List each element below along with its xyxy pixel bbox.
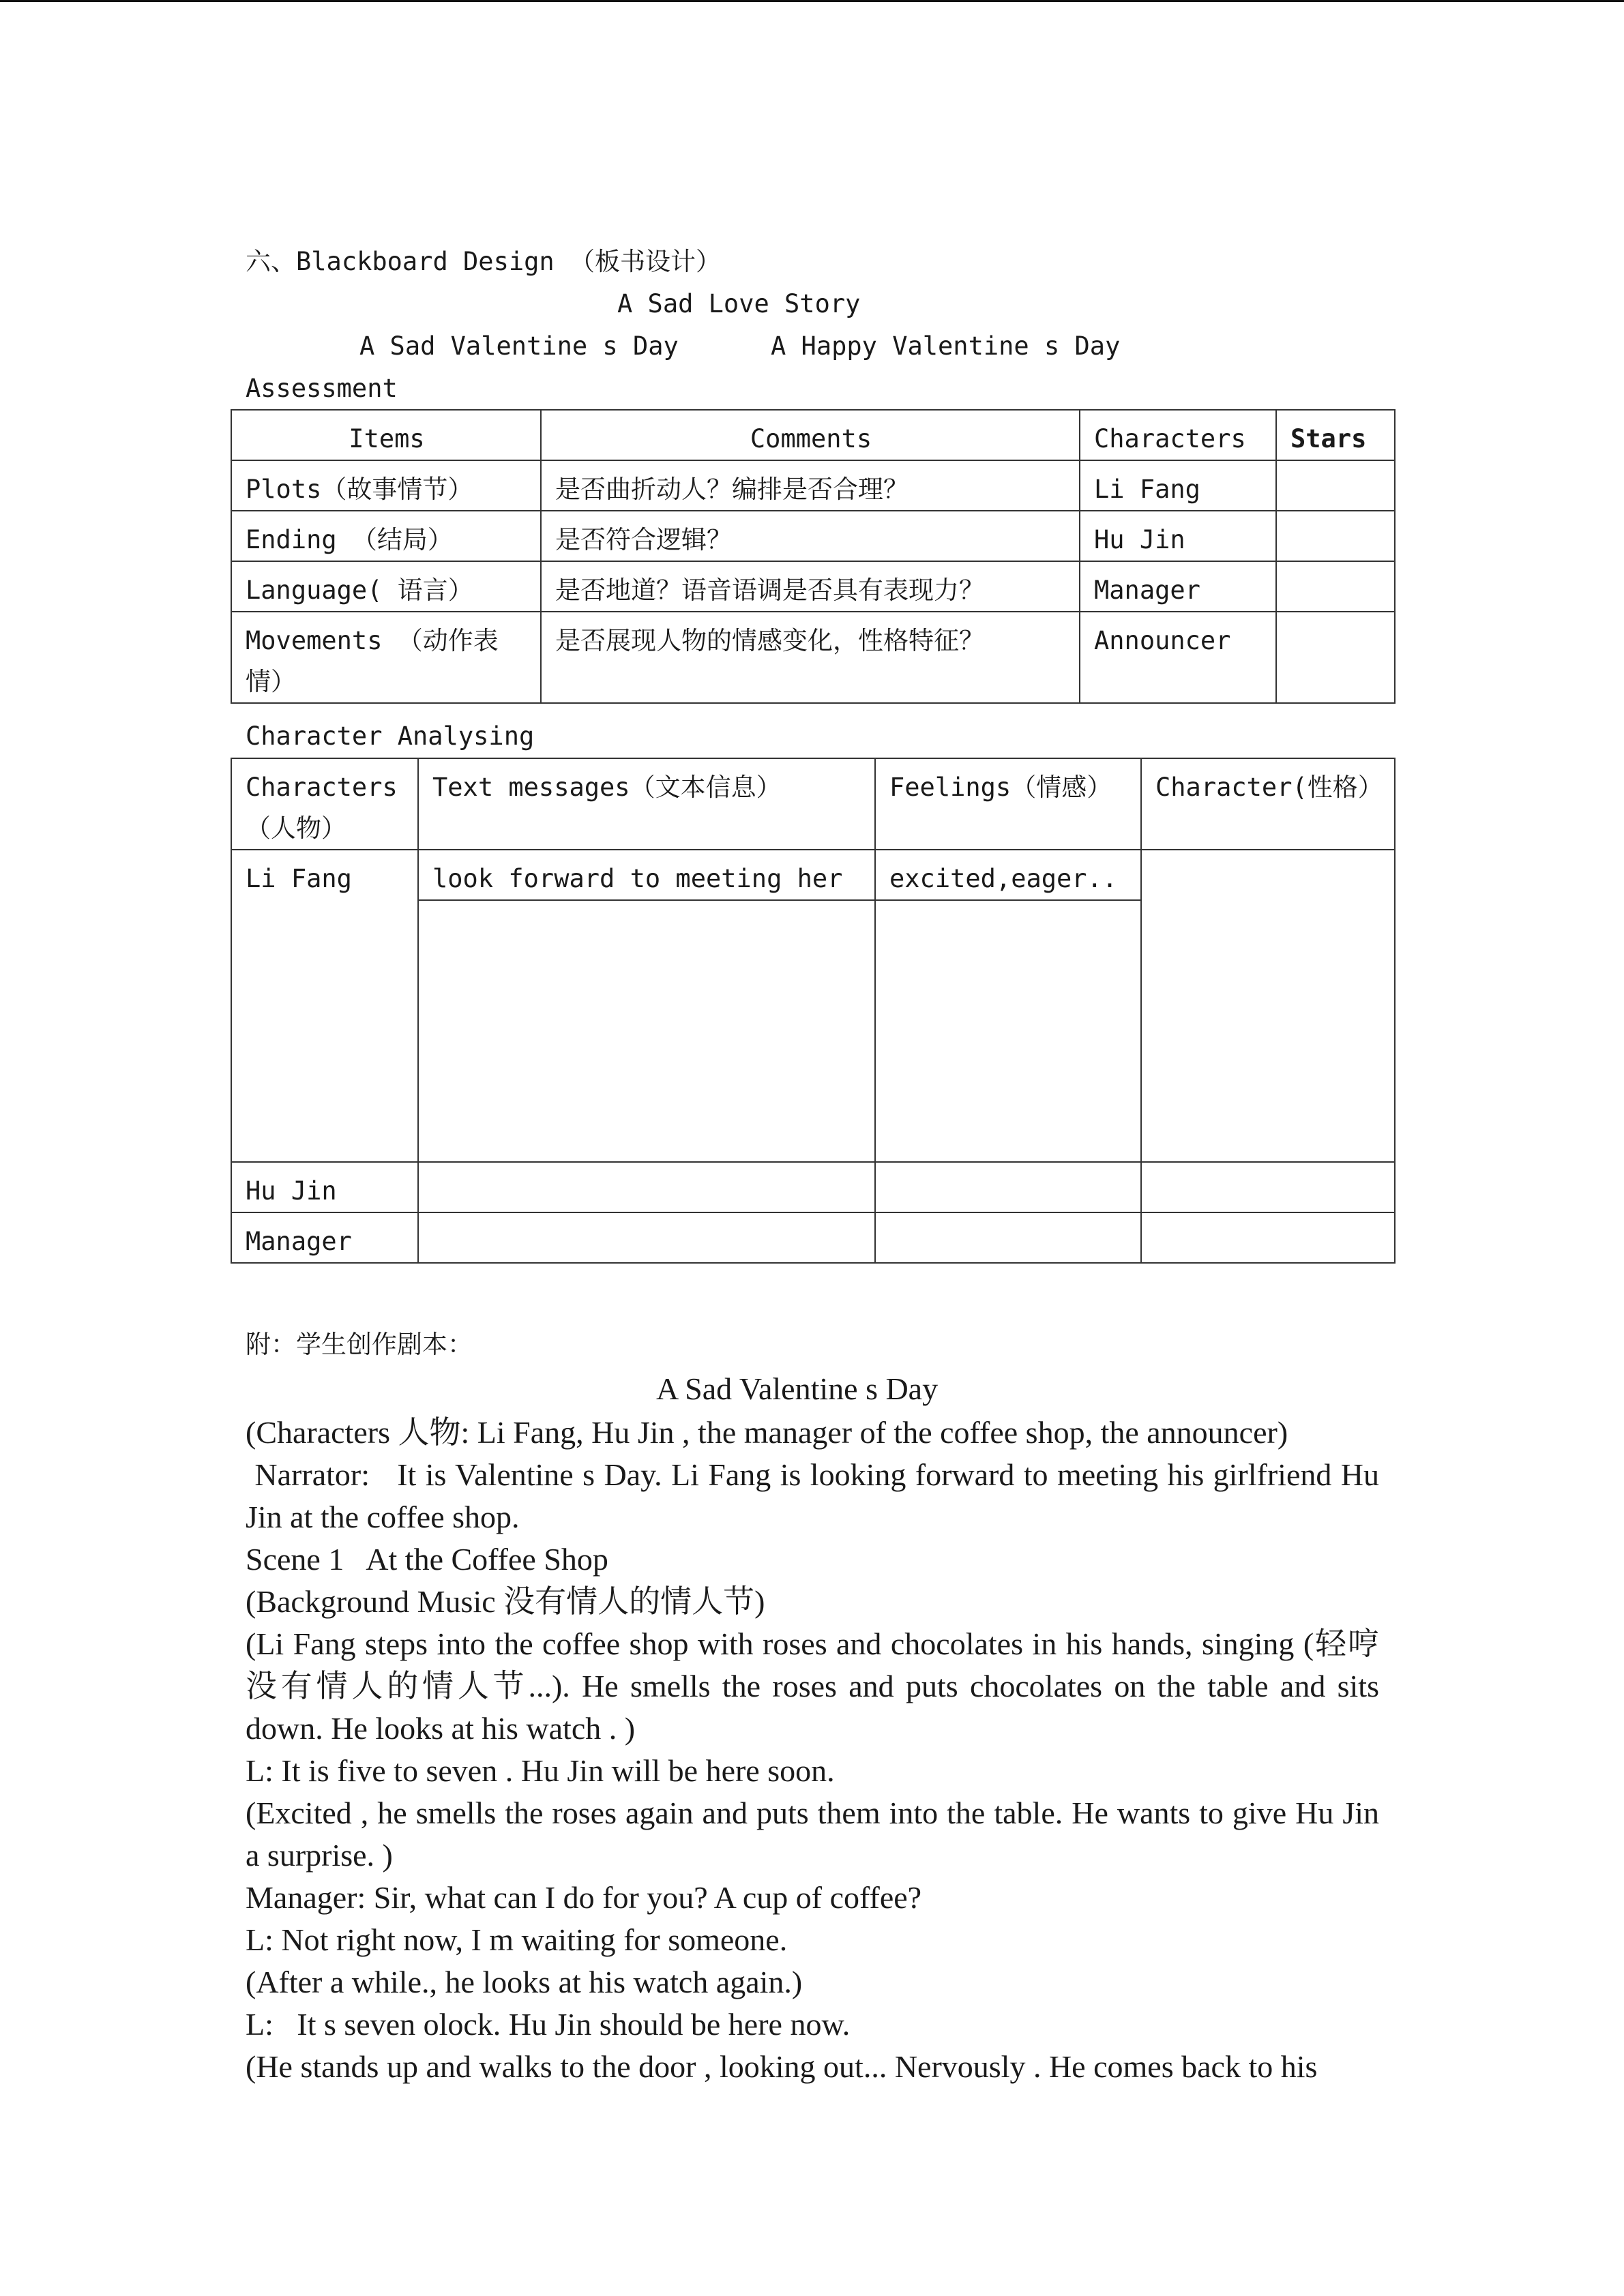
- script-line: L: Not right now, I m waiting for someone.: [246, 1922, 788, 1957]
- character-analysing-label: Character Analysing: [246, 721, 535, 751]
- character-trait: [1141, 1212, 1395, 1263]
- blackboard-left-item: A Sad Valentine s Day: [359, 331, 679, 361]
- assessment-comment: 是否曲折动人？编排是否合理？: [541, 460, 1080, 511]
- assessment-character: Hu Jin: [1080, 511, 1276, 561]
- appendix-label: 附：学生创作剧本：: [246, 1330, 473, 1359]
- assessment-row: [231, 561, 1395, 612]
- script-line: Manager: Sir, what can I do for you? A cup of coffee?: [246, 1880, 922, 1915]
- character-row: [231, 850, 1395, 900]
- assessment-label: Assessment: [246, 374, 398, 403]
- script-line: Scene 1 At the Coffee Shop: [246, 1542, 608, 1577]
- character-table: [231, 758, 1396, 1264]
- script-line: L: It is five to seven . Hu Jin will be here soon.: [246, 1753, 835, 1788]
- character-feelings: excited,eager..: [875, 850, 1141, 900]
- header-characters: Characters: [1080, 410, 1276, 460]
- character-name: Hu Jin: [231, 1162, 418, 1212]
- assessment-stars: [1276, 561, 1395, 612]
- character-trait: [1141, 1162, 1395, 1212]
- header-stars: Stars: [1276, 410, 1395, 460]
- character-feelings: [875, 1162, 1141, 1212]
- script-line: (He stands up and walks to the door , looking out... Nervously . He comes back to his: [246, 2049, 1318, 2084]
- character-trait: [1141, 850, 1395, 1162]
- assessment-item: Plots（故事情节）: [231, 460, 541, 511]
- character-text-blank: [418, 900, 875, 1162]
- assessment-stars: [1276, 460, 1395, 511]
- character-feelings: [875, 1212, 1141, 1263]
- script-title: A Sad Valentine s Day: [656, 1371, 939, 1406]
- assessment-comment: 是否地道？语音语调是否具有表现力？: [541, 561, 1080, 612]
- character-row: [231, 1162, 1395, 1212]
- assessment-comment: 是否符合逻辑？: [541, 511, 1080, 561]
- blackboard-right-item: A Happy Valentine s Day: [771, 331, 1121, 361]
- script-line: Narrator: It is Valentine s Day. Li Fang is looking forward to meeting his girlfriend Hu Jin at the coffee shop.: [246, 1457, 1387, 1534]
- character-header-row: [231, 758, 1395, 850]
- assessment-table: [231, 409, 1396, 704]
- character-name: Li Fang: [231, 850, 418, 1162]
- assessment-stars: [1276, 511, 1395, 561]
- assessment-stars: [1276, 612, 1395, 703]
- assessment-item: Movements （动作表情）: [231, 612, 541, 703]
- character-text: [418, 1162, 875, 1212]
- header-comments: Comments: [541, 410, 1080, 460]
- section-heading: 六、Blackboard Design （板书设计）: [246, 247, 721, 276]
- script-line: L: It s seven olock. Hu Jin should be here now.: [246, 2007, 851, 2042]
- character-name: Manager: [231, 1212, 418, 1263]
- assessment-comment: 是否展现人物的情感变化，性格特征？: [541, 612, 1080, 703]
- header-items: Items: [231, 410, 541, 460]
- assessment-row: [231, 460, 1395, 511]
- header-character-trait: Character(性格）: [1141, 758, 1395, 850]
- header-characters: Characters（人物）: [231, 758, 418, 850]
- script-line: (Li Fang steps into the coffee shop with roses and chocolates in his hands, singing (轻哼没有情人的情人节...). He smells the roses and puts chocolates on the table and sits down. He looks at his watch . ): [246, 1626, 1379, 1746]
- assessment-character: Manager: [1080, 561, 1276, 612]
- script-line: (Characters 人物: Li Fang, Hu Jin , the manager of the coffee shop, the announcer): [246, 1415, 1288, 1450]
- assessment-item: Language( 语言）: [231, 561, 541, 612]
- assessment-row: [231, 612, 1395, 703]
- assessment-row: [231, 511, 1395, 561]
- script-body: [246, 1412, 1387, 2088]
- assessment-character: Announcer: [1080, 612, 1276, 703]
- character-text: [418, 1212, 875, 1263]
- header-feelings: Feelings（情感）: [875, 758, 1141, 850]
- top-rule: [0, 0, 1624, 2]
- assessment-item: Ending （结局）: [231, 511, 541, 561]
- script-line: (After a while., he looks at his watch again.): [246, 1965, 803, 1999]
- script-line: (Excited , he smells the roses again and puts them into the table. He wants to give Hu Jin a surprise. ): [246, 1795, 1379, 1873]
- header-text-messages: Text messages（文本信息）: [418, 758, 875, 850]
- script-line: (Background Music 没有情人的情人节): [246, 1584, 765, 1619]
- character-row: [231, 1212, 1395, 1263]
- character-text: look forward to meeting her: [418, 850, 875, 900]
- assessment-header-row: [231, 410, 1395, 460]
- assessment-character: Li Fang: [1080, 460, 1276, 511]
- character-feelings-blank: [875, 900, 1141, 1162]
- blackboard-title: A Sad Love Story: [617, 289, 861, 318]
